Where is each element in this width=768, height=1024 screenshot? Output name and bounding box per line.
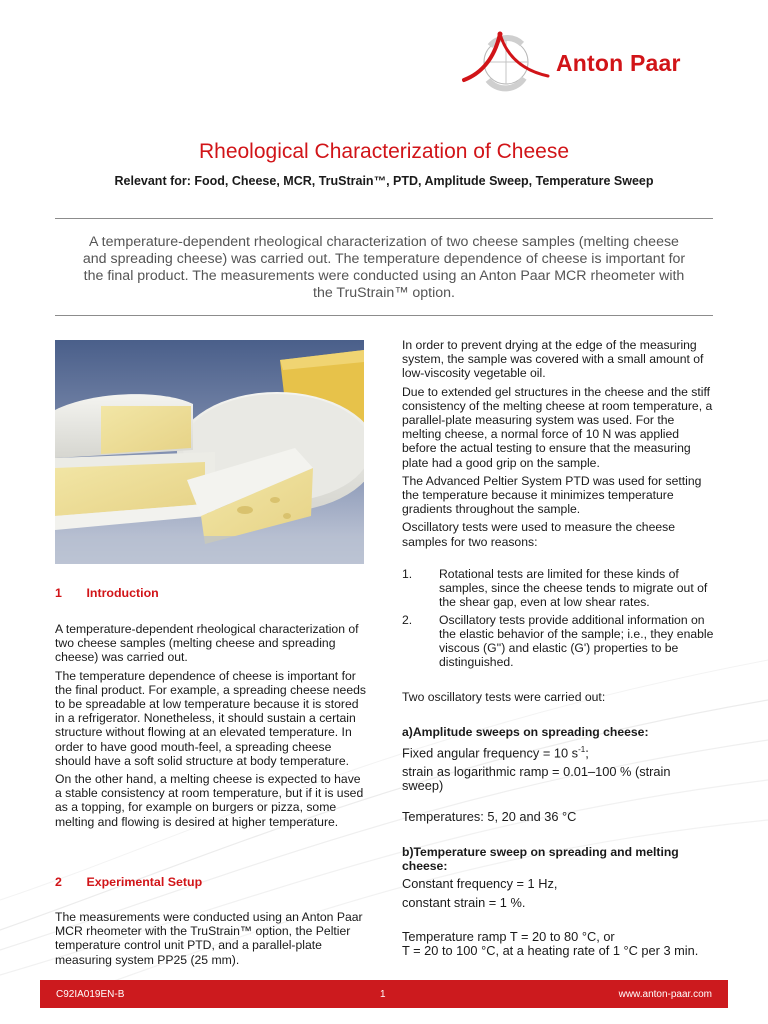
section-number: 2: [55, 875, 62, 889]
temperature-sweep-block: [402, 845, 714, 914]
paragraph: Two oscillatory tests were carried out:: [402, 690, 606, 704]
frequency-text: Fixed angular frequency = 10 s: [402, 745, 579, 761]
cheese-photo-image: [55, 340, 364, 564]
list-number: 1.: [402, 567, 413, 581]
logo-wordmark: Anton Paar: [556, 50, 681, 76]
temperature-ramp-block: [402, 930, 714, 958]
subheading-b: b)Temperature sweep on spreading and melting cheese:: [402, 845, 679, 874]
section-number: 1: [55, 586, 62, 600]
frequency-superscript: -1: [578, 745, 586, 755]
website-link[interactable]: www.anton-paar.com: [618, 989, 712, 1000]
section-1-heading: [55, 586, 159, 600]
section-title: Introduction: [86, 586, 159, 600]
paragraph: The measurements were conducted using an Anton Paar MCR rheometer with the TruStrain™ option, the Peltier temperature control unit PTD, and a parallel-plate measuring system PP25 (25 mm).: [55, 910, 363, 967]
abstract-line: the final product. The measurements were conducted using an Anton Paar MCR rheometer with: [83, 268, 685, 284]
relevant-for-line: Relevant for: Food, Cheese, MCR, TruStrain™, PTD, Amplitude Sweep, Temperature Sweep: [114, 174, 654, 188]
cheese-photo: [55, 340, 364, 564]
list-text: Rotational tests are limited for these kinds of samples, since the cheese tends to migrate out of the shear gap, even at low shear rates.: [439, 567, 708, 610]
paragraph: Temperatures: 5, 20 and 36 °C: [402, 809, 577, 824]
page-title: Rheological Characterization of Cheese: [198, 140, 570, 163]
paragraph: A temperature-dependent rheological characterization of two cheese samples (melting cheese and spreading cheese) was carried out.: [55, 622, 359, 665]
temperatures-line: [402, 810, 714, 828]
frequency-text-end: ;: [585, 745, 589, 761]
section-2-heading: [55, 875, 202, 889]
constant-strain-line: constant strain = 1 %.: [402, 894, 526, 910]
list-item: [402, 567, 714, 610]
amplitude-sweep-block: [402, 725, 714, 797]
ramp-line: T = 20 to 100 °C, at a heating rate of 1 °C per 3 min.: [402, 943, 699, 959]
subheading-a: a)Amplitude sweeps on spreading cheese:: [402, 725, 649, 739]
paragraph: The temperature dependence of cheese is important for the final product. For example, a spreading cheese needs to be spreadable at low temperature because it is stored in a refrigerator. Nonetheless, it should sustain a certain structure without flowing at an elevated temperature. In order to have good mouth-feel, a spreading cheese should have a soft solid structure at body temperature.: [55, 668, 366, 768]
ramp-line: Temperature ramp T = 20 to 80 °C, or: [402, 929, 615, 944]
page-number: 1: [380, 989, 386, 1000]
logo-emblem-icon: [460, 30, 556, 92]
section-title: Experimental Setup: [86, 875, 203, 889]
footer-bar: [40, 980, 728, 1008]
angular-frequency-line: [402, 743, 714, 760]
list-number: 2.: [402, 612, 413, 627]
bottom-divider: [55, 315, 713, 316]
anton-paar-logo: [460, 30, 720, 92]
right-column-text: [402, 338, 714, 553]
paragraph: Due to extended gel structures in the cheese and the stiff consistency of the melting cheese at room temperature, a parallel-plate measuring system was used. For the melting cheese, a normal force of 10 N was applied before the actual testing to ensure that the measuring plate had a good grip on the sample.: [402, 384, 713, 470]
paragraph: On the other hand, a melting cheese is expected to have a stable consistency at room temperature, but if it is used as a topping, for example on burgers or pizza, some melting and flowing is desired at higher temperature.: [55, 772, 364, 829]
abstract-line: the TruStrain™ option.: [313, 285, 455, 301]
paragraph: The Advanced Peltier System PTD was used for setting the temperature because it minimizes temperature gradients throughout the sample.: [402, 473, 702, 517]
top-divider: [55, 218, 713, 219]
strain-line: strain as logarithmic ramp = 0.01–100 % (strain sweep): [402, 763, 671, 793]
two-tests-line: [402, 690, 714, 708]
paragraph: In order to prevent drying at the edge of the measuring system, the sample was covered with a small amount of low-viscosity vegetable oil.: [402, 338, 704, 381]
reasons-list: [402, 567, 714, 672]
paragraph: Oscillatory tests were used to measure the cheese samples for two reasons:: [402, 520, 675, 549]
list-text: Oscillatory tests provide additional information on the elastic behavior of the sample; i.e., they enable viscous (G'') and elastic (G') properties to be distinguished.: [439, 612, 714, 670]
experimental-setup-text: [55, 910, 367, 971]
constant-frequency-line: Constant frequency = 1 Hz,: [402, 876, 558, 892]
list-item: [402, 613, 714, 670]
introduction-text: [55, 622, 367, 833]
document-code: C92IA019EN-B: [56, 989, 125, 1000]
abstract-line: and spreading cheese) was carried out. The temperature dependence of cheese is important for: [82, 251, 686, 267]
abstract: [52, 234, 716, 302]
abstract-line: A temperature-dependent rheological characterization of two cheese samples (melting cheese: [89, 234, 679, 250]
